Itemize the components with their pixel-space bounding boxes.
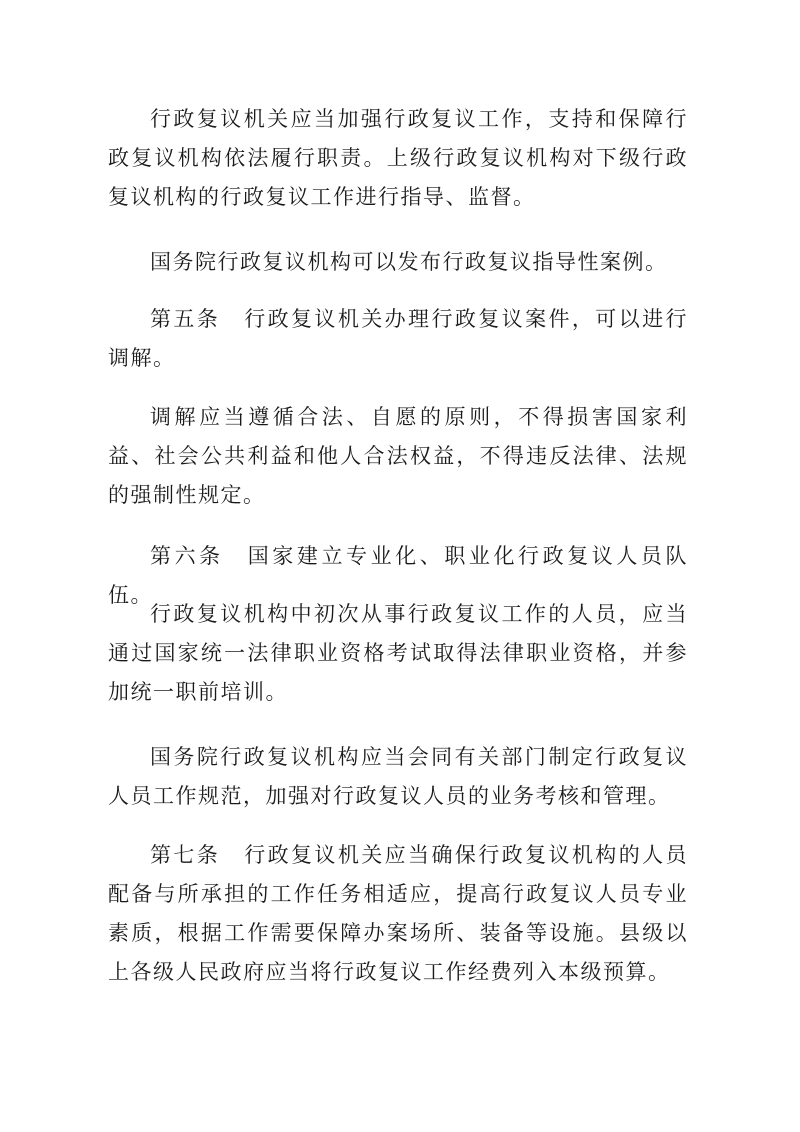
paragraph-text: 行政复议机构中初次从事行政复议工作的人员，应当通过国家统一法律职业资格考试取得法律职业资格，并参加统一职前培训。 xyxy=(108,602,688,704)
paragraph-text xyxy=(108,300,688,378)
article-7-paragraph xyxy=(108,836,688,992)
paragraph-1 xyxy=(108,100,688,217)
paragraph-text xyxy=(108,836,688,992)
article-number: 第五条 xyxy=(150,307,221,331)
article-text: 行政复议机关办理行政复议案件，可以进行调解。 xyxy=(108,307,689,370)
article-number: 第七条 xyxy=(150,843,221,867)
paragraph-7 xyxy=(108,738,688,816)
article-text: 国家建立专业化、职业化行政复议人员队伍。 xyxy=(108,544,689,607)
paragraph-text: 国务院行政复议机构应当会同有关部门制定行政复议人员工作规范，加强对行政复议人员的业务考核和管理。 xyxy=(108,745,688,808)
paragraph-2 xyxy=(108,243,688,282)
article-number: 第六条 xyxy=(150,544,224,568)
paragraph-4 xyxy=(108,398,688,515)
article-5-paragraph xyxy=(108,300,688,378)
paragraph-text: 国务院行政复议机构可以发布行政复议指导性案例。 xyxy=(150,250,668,274)
article-text: 行政复议机关应当确保行政复议机构的人员配备与所承担的工作任务相适应，提高行政复议人员专业素质，根据工作需要保障办案场所、装备等设施。县级以上各级人民政府应当将行政复议工作经费列入本级预算。 xyxy=(108,843,689,984)
paragraph-text: 调解应当遵循合法、自愿的原则，不得损害国家利益、社会公共利益和他人合法权益，不得违反法律、法规的强制性规定。 xyxy=(108,405,688,507)
paragraph-6 xyxy=(108,595,688,712)
paragraph-text: 行政复议机关应当加强行政复议工作，支持和保障行政复议机构依法履行职责。上级行政复议机构对下级行政复议机构的行政复议工作进行指导、监督。 xyxy=(108,107,688,209)
